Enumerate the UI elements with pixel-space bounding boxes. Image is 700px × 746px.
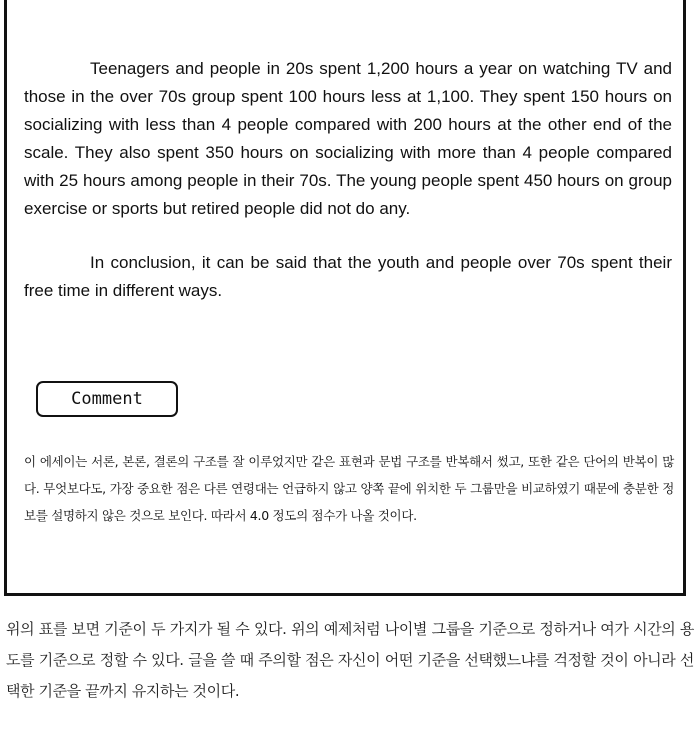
essay-paragraph-2: In conclusion, it can be said that the youth and people over 70s spent their free time in different ways.	[24, 253, 672, 300]
essay-text	[24, 55, 672, 305]
body-paragraph: 위의 표를 보면 기준이 두 가지가 될 수 있다. 위의 예제처럼 나이별 그룹을 기준으로 정하거나 여가 시간의 용도를 기준으로 정할 수 있다. 글을 쓸 때 주의할 점은 자신이 어떤 기준을 선택했느냐를 걱정할 것이 아니라 선택한 기준을 끝까지 유지하는 것이다.	[6, 620, 694, 700]
comment-label: Comment	[36, 381, 178, 417]
comment-text: 이 에세이는 서론, 본론, 결론의 구조를 잘 이루었지만 같은 표현과 문법 구조를 반복해서 썼고, 또한 같은 단어의 반복이 많다. 무엇보다도, 가장 중요한 점은 다른 연령대는 언급하지 않고 양쪽 끝에 위치한 두 그룹만을 비교하였기 때문에 충분한 정보를 설명하지 않은 것으로 보인다. 따라서 4.0 정도의 점수가 나올 것이다.	[24, 454, 674, 523]
essay-paragraph-1: Teenagers and people in 20s spent 1,200 hours a year on watching TV and those in the over 70s group spent 100 hours less at 1,100. They spent 150 hours on socializing with less than 4 people compared with 200 hours at the other end of the scale. They also spent 350 hours on socializing with more than 4 people compared with 25 hours among people in their 70s. The young people spent 450 hours on group exercise or sports but retired people did not do any.	[24, 59, 672, 218]
